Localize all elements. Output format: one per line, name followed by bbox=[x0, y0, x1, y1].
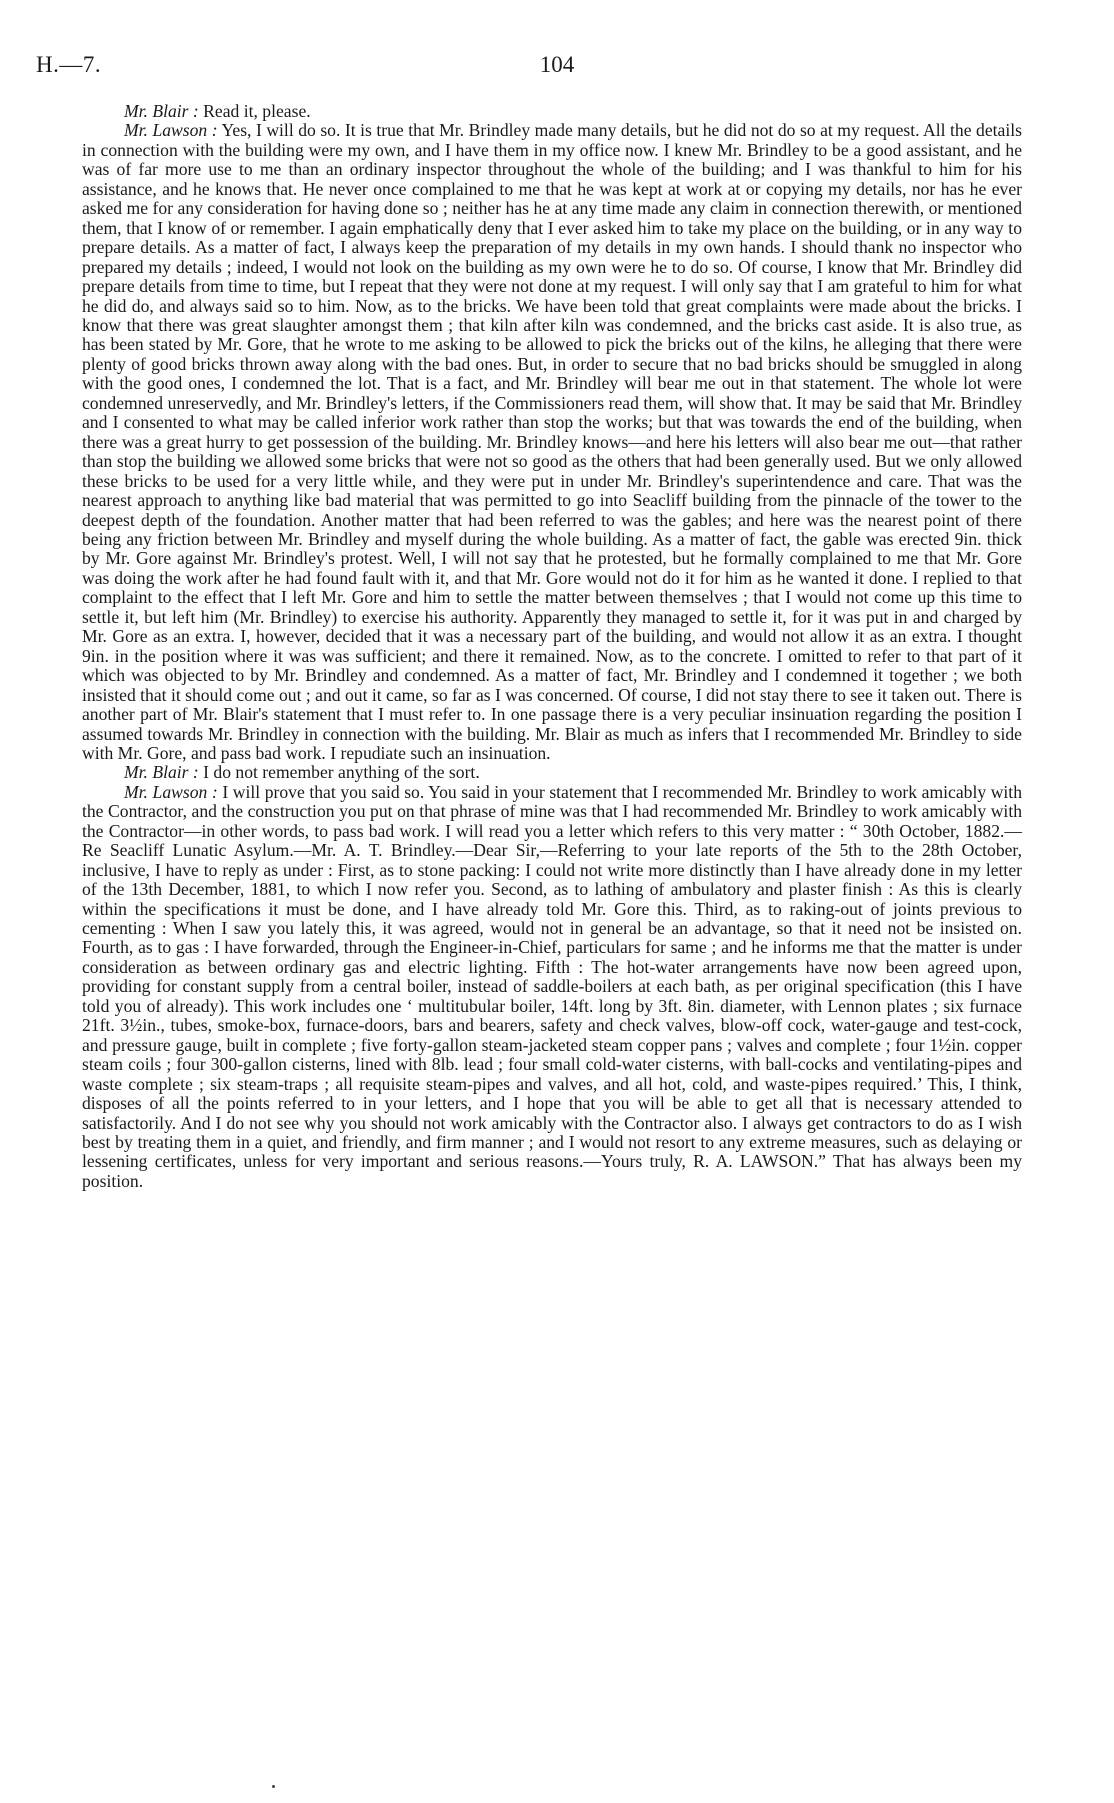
paragraph-text: Read it, please. bbox=[198, 101, 311, 121]
section-reference: H.—7. bbox=[36, 52, 102, 77]
speaker-name: Mr. Blair : bbox=[124, 101, 199, 121]
page-number: 104 bbox=[539, 52, 575, 77]
paragraph bbox=[82, 763, 1022, 782]
document-body bbox=[82, 102, 1022, 1191]
paragraph bbox=[82, 102, 1022, 121]
paragraph bbox=[82, 783, 1022, 1192]
paragraph-text: Yes, I will do so. It is true that Mr. Brindley made many details, but he did not do so at my request. All the details in connection with the building were my own, and I have them in my office now. I knew Mr. Brindley to be a good assistant, and he was of far more use to me than an ordinary inspector throughout the whole of the building; and I was thankful to him for his assistance, and he knows that. He never once complained to me that he was kept at work at or copying my details, nor has he ever asked me for any consideration for having done so ; neither has he at any time made any claim in connection therewith, or mentioned them, that I know of or remember. I again emphatically deny that I ever asked him to take my place on the building, or in any way to prepare details. As a matter of fact, I always keep the preparation of my details in my own hands. I should thank no inspector who prepared my details ; indeed, I would not look on the building as my own were he to do so. Of course, I know that Mr. Brindley did prepare details from time to time, but I repeat that they were not done at my request. I will only say that I am grateful to him for what he did do, and always said so to him. Now, as to the bricks. We have been told that great complaints were made about the bricks. I know that there was great slaughter amongst them ; that kiln after kiln was condemned, and the bricks cast aside. It is also true, as has been stated by Mr. Gore, that he wrote to me asking to be allowed to pick the bricks out of the kilns, he alleging that there were plenty of good bricks thrown away along with the bad ones. But, in order to secure that no bad bricks should be smuggled in along with the good ones, I condemned the lot. That is a fact, and Mr. Brindley will bear me out in that statement. The whole lot were condemned unreservedly, and Mr. Brindley's letters, if the Commissioners read them, will show that. It may be said that Mr. Brindley and I consented to what may be called inferior work rather than stop the works; but that was towards the end of the building, when there was a great hurry to get possession of the building. Mr. Brindley knows—and here his letters will also bear me out—that rather than stop the building we allowed some bricks that were not so good as the others that had been generally used. But we only allowed these bricks to be used for a very little while, and they were put in under Mr. Brindley's superintendence and care. That was the nearest approach to anything like bad material that was permitted to go into Seacliff building from the pinnacle of the tower to the deepest depth of the foundation. Another matter that had been referred to was the gables; and here was the nearest point of there being any friction between Mr. Brindley and myself during the whole building. As a matter of fact, the gable was erected 9in. thick by Mr. Gore against Mr. Brindley's protest. Well, I will not say that he protested, but he formally complained to me that Mr. Gore was doing the work after he had found fault with it, and that Mr. Gore would not do it for him as he wanted it done. I replied to that complaint to the effect that I left Mr. Gore and him to settle the matter between themselves ; that I would not come up this time to settle it, but left him (Mr. Brindley) to exercise his authority. Apparently they managed to settle it, for it was put in and charged by Mr. Gore as an extra. I, however, decided that it was a necessary part of the building, and would not allow it as an extra. I thought 9in. in the position where it was was sufficient; and there it remained. Now, as to the concrete. I omitted to refer to that part of it which was objected to by Mr. Brindley and condemned. As a matter of fact, Mr. Brindley and I condemned it together ; we both insisted that it should come out ; and out it came, so far as I was concerned. Of course, I did not stay there to see it taken out. There is another part of Mr. Blair's statement that I must refer to. In one passage there is a very peculiar insinuation regarding the position I assumed towards Mr. Brindley in connection with the building. Mr. Blair as much as infers that I recommended Mr. Brindley to side with Mr. Gore, and pass bad work. I repudiate such an insinuation. bbox=[82, 120, 1022, 763]
paragraph-text: I will prove that you said so. You said in your statement that I recommended Mr. Brindley to work amicably with the Contractor, and the construction you put on that phrase of mine was that I had recommended Mr. Brindley to work amicably with the Contractor—in other words, to pass bad work. I will read you a letter which refers to this very matter : “ 30th October, 1882.—Re Seacliff Lunatic Asylum.—Mr. A. T. Brindley.—Dear Sir,—Referring to your late reports of the 5th to the 28th October, inclusive, I have to reply as under : First, as to stone packing: I could not write more distinctly than I have already done in my letter of the 13th December, 1881, to which I now refer you. Second, as to lathing of ambulatory and plaster finish : As this is clearly within the specifications it must be done, and I have already told Mr. Gore this. Third, as to raking-out of joints previous to cementing : When I saw you lately this, it was agreed, would not in general be an advantage, so that it need not be insisted on. Fourth, as to gas : I have forwarded, through the Engineer-in-Chief, particulars for same ; and he informs me that the matter is under consideration as between ordinary gas and electric lighting. Fifth : The hot-water arrangements have now been agreed upon, providing for constant supply from a central boiler, instead of saddle-boilers at each bath, as per original specification (this I have told you of already). This work includes one ‘ multitubular boiler, 14ft. long by 3ft. 8in. diameter, with Lennon plates ; six furnace 21ft. 3½in., tubes, smoke-box, furnace-doors, bars and bearers, safety and check valves, blow-off cock, water-gauge and test-cock, and pressure gauge, built in complete ; five forty-gallon steam-jacketed steam copper pans ; valves and complete ; four 1½in. copper steam coils ; four 300-gallon cisterns, lined with 8lb. lead ; four small cold-water cisterns, with ball-cocks and ventilating-pipes and waste complete ; six steam-traps ; all requisite steam-pipes and valves, and all hot, cold, and waste-pipes required.’ This, I think, disposes of all the points referred to in your letters, and I hope that you will be able to get all that is necessary attended to satisfactorily. And I do not see why you should not work amicably with the Contractor also. I always get contractors to do as I wish best by treating them in a quiet, and friendly, and firm manner ; and I would not resort to any extreme measures, such as delaying or lessening certificates, unless for very important and serious reasons.—Yours truly, R. A. LAWSON.” That has always been my position. bbox=[82, 781, 1022, 1191]
speaker-name: Mr. Blair : bbox=[124, 762, 199, 783]
paragraph-text: I do not remember anything of the sort. bbox=[198, 762, 480, 783]
stray-ink-mark bbox=[272, 1785, 275, 1788]
paragraph bbox=[82, 121, 1022, 763]
speaker-name: Mr. Lawson : bbox=[124, 120, 218, 141]
speaker-name: Mr. Lawson : bbox=[124, 781, 218, 802]
